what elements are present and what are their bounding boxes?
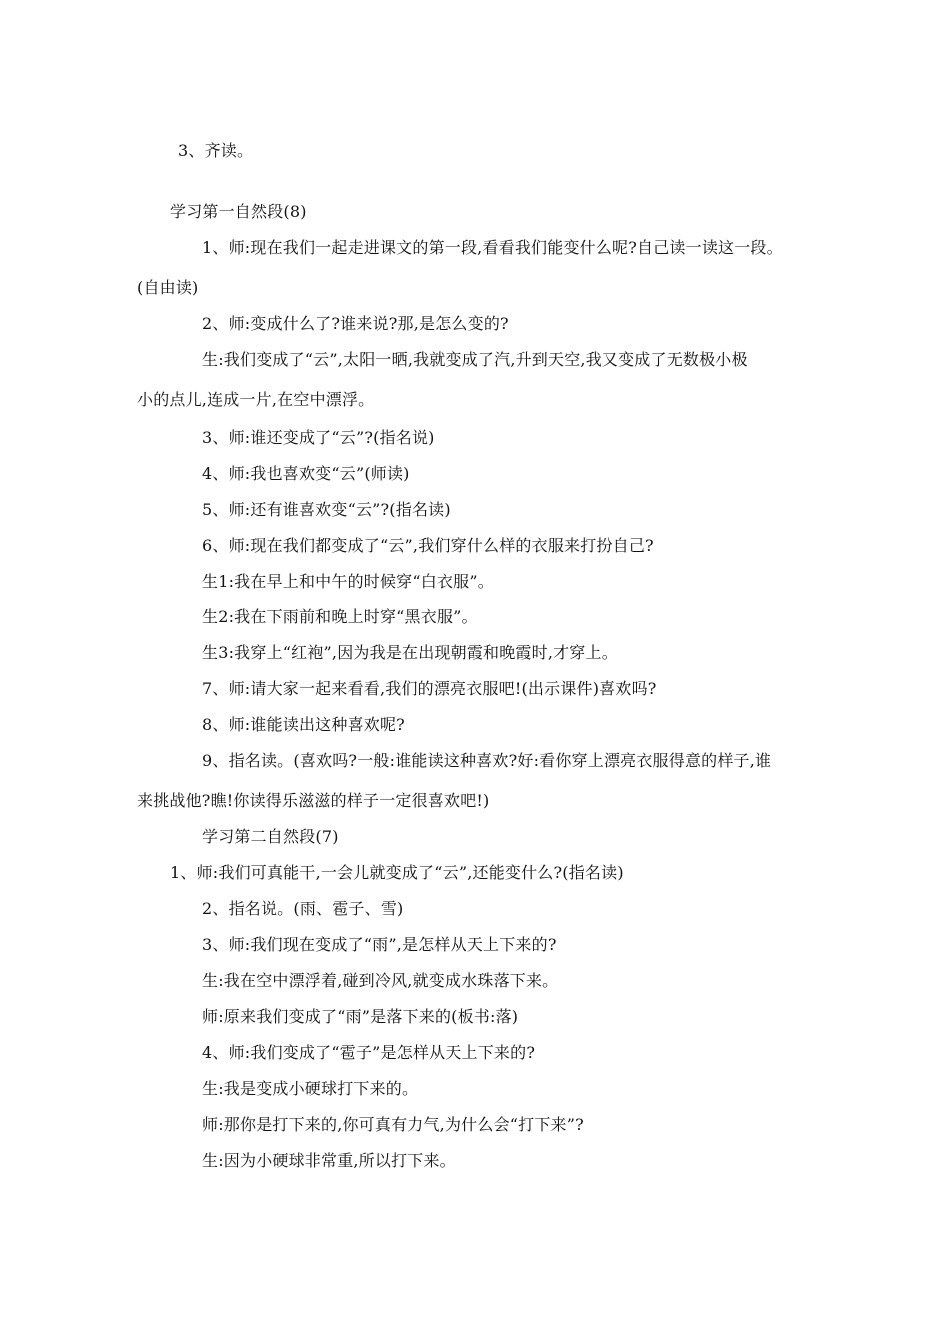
text-line: 3、师:谁还变成了“云”?(指名说) [202,428,435,447]
text-line: 生:因为小硬球非常重,所以打下来。 [202,1151,456,1170]
text-line: 小的点儿,连成一片,在空中漂浮。 [137,390,375,409]
text-line: 生1:我在早上和中午的时候穿“白衣服”。 [202,572,494,591]
text-line: 4、师:我们变成了“雹子”是怎样从天上下来的? [202,1043,536,1062]
text-line: 2、指名说。(雨、雹子、雪) [202,899,404,918]
text-line: 9、指名读。(喜欢吗?一般:谁能读这种喜欢?好:看你穿上漂亮衣服得意的样子,谁 [202,751,772,770]
text-line: 4、师:我也喜欢变“云”(师读) [202,464,410,483]
text-line: 6、师:现在我们都变成了“云”,我们穿什么样的衣服来打扮自己? [202,536,654,555]
text-line: 生:我是变成小硬球打下来的。 [202,1079,419,1098]
text-line: 3、齐读。 [178,141,254,160]
text-line: 7、师:请大家一起来看看,我们的漂亮衣服吧!(出示课件)喜欢吗? [202,679,657,698]
text-line: 生3:我穿上“红袍”,因为我是在出现朝霞和晚霞时,才穿上。 [202,643,618,662]
text-line: 2、师:变成什么了?谁来说?那,是怎么变的? [202,314,509,333]
text-line: 5、师:还有谁喜欢变“云”?(指名读) [202,500,451,519]
text-line: 生:我们变成了“云”,太阳一晒,我就变成了汽,升到天空,我又变成了无数极小极 [202,350,748,369]
text-line: 生2:我在下雨前和晚上时穿“黑衣服”。 [202,607,478,626]
text-line: 8、师:谁能读出这种喜欢呢? [202,715,405,734]
text-line: (自由读) [137,278,199,297]
text-line: 3、师:我们现在变成了“雨”,是怎样从天上下来的? [202,935,557,954]
text-line: 师:那你是打下来的,你可真有力气,为什么会“打下来”? [202,1115,584,1134]
text-line: 1、师:现在我们一起走进课文的第一段,看看我们能变什么呢?自己读一读这一段。 [202,238,783,257]
text-line: 师:原来我们变成了“雨”是落下来的(板书:落) [202,1007,519,1026]
text-line: 生:我在空中漂浮着,碰到冷风,就变成水珠落下来。 [202,971,559,990]
section-heading: 学习第一自然段(8) [170,202,307,221]
text-line: 1、师:我们可真能干,一会儿就变成了“云”,还能变什么?(指名读) [170,863,624,882]
text-line: 来挑战他?瞧!你读得乐滋滋的样子一定很喜欢吧!) [137,791,490,810]
section-heading: 学习第二自然段(7) [202,827,339,846]
